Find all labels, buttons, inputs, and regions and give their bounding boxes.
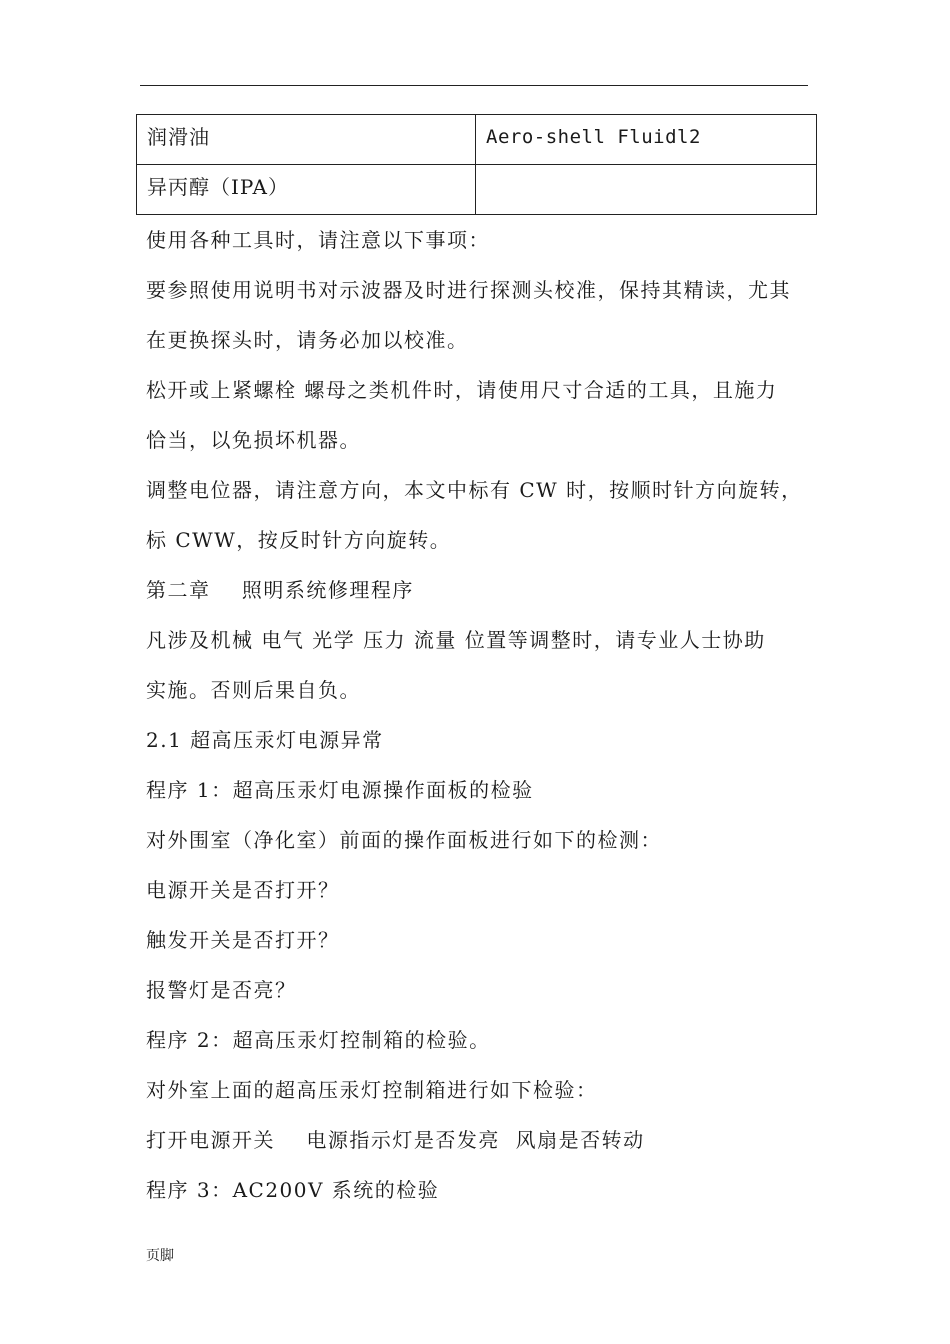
- body-text: [146, 215, 814, 1215]
- text-line: 报警灯是否亮？: [146, 978, 297, 1002]
- text-line: 实施。否则后果自负。: [146, 678, 361, 702]
- text-line: 要参照使用说明书对示波器及时进行探测头校准，保持其精读，尤其: [146, 278, 791, 302]
- page-footer: 页脚: [146, 1248, 174, 1264]
- procedure-heading: 程序 1：超高压汞灯电源操作面板的检验: [146, 778, 534, 802]
- materials-table: [136, 114, 817, 215]
- table-cell: [476, 165, 817, 215]
- text-line: 凡涉及机械 电气 光学 压力 流量 位置等调整时，请专业人士协助: [146, 628, 766, 652]
- procedure-heading: 程序 2：超高压汞灯控制箱的检验。: [146, 1028, 491, 1052]
- text-line: 对外室上面的超高压汞灯控制箱进行如下检验：: [146, 1078, 598, 1102]
- table-row: [137, 115, 817, 165]
- table-cell: 异丙醇（IPA）: [137, 165, 476, 215]
- text-line: 对外围室（净化室）前面的操作面板进行如下的检测：: [146, 828, 662, 852]
- text-line: 电源开关是否打开？: [146, 878, 340, 902]
- text-line: 松开或上紧螺栓 螺母之类机件时，请使用尺寸合适的工具，且施力: [146, 378, 778, 402]
- section-heading: 2.1 超高压汞灯电源异常: [146, 728, 384, 752]
- table-row: [137, 165, 817, 215]
- text-line: 调整电位器，请注意方向，本文中标有 CW 时，按顺时针方向旋转，: [146, 478, 803, 502]
- text-line: 使用各种工具时，请注意以下事项：: [146, 228, 490, 252]
- text-line: 在更换探头时，请务必加以校准。: [146, 328, 469, 352]
- table-cell: Aero-shell Fluidl2: [476, 115, 817, 165]
- procedure-heading: 程序 3：AC200V 系统的检验: [146, 1178, 440, 1202]
- text-line: 打开电源开关 电源指示灯是否发亮 风扇是否转动: [146, 1128, 645, 1152]
- table-cell: 润滑油: [137, 115, 476, 165]
- header-rule: [140, 85, 808, 86]
- text-line: 标 CWW，按反时针方向旋转。: [146, 528, 452, 552]
- text-line: 触发开关是否打开？: [146, 928, 340, 952]
- chapter-heading: 第二章 照明系统修理程序: [146, 578, 414, 602]
- text-line: 恰当，以免损坏机器。: [146, 428, 361, 452]
